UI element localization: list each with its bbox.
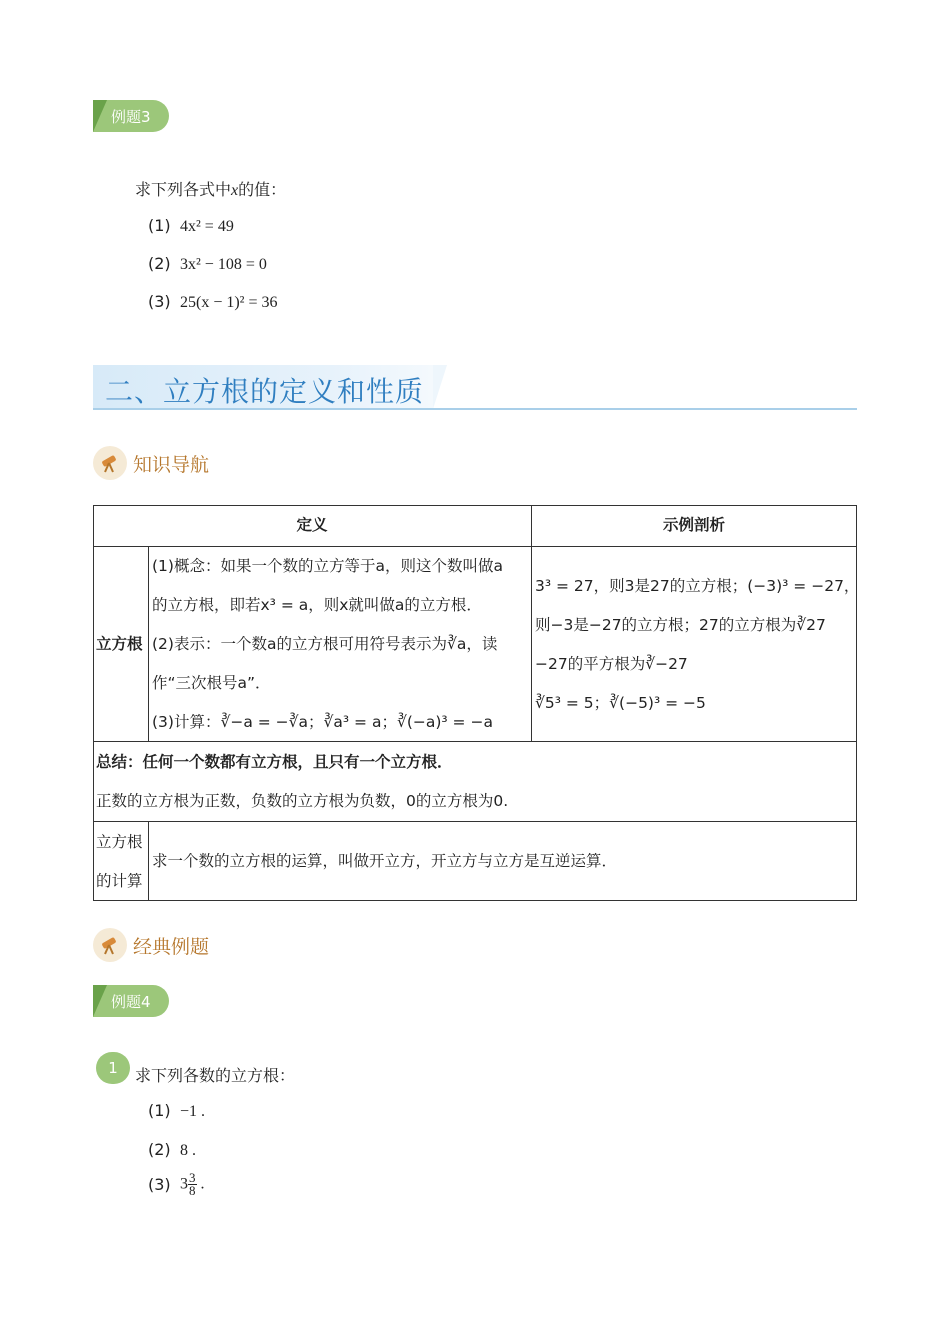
list-item [148, 1172, 205, 1197]
row-label-calc-1: 立方根 [96, 833, 143, 851]
row-label-cube-root: 立方根 [96, 635, 143, 653]
section-header [93, 365, 857, 411]
item-expression: 25(x − 1)² = 36 [180, 294, 278, 311]
list-item [148, 254, 267, 274]
item-number: (3) [148, 292, 171, 311]
definition-table [93, 505, 860, 901]
telescope-icon [93, 446, 127, 480]
calc-description: 求一个数的立方根的运算，叫做开立方，开立方与立方是互逆运算． [152, 852, 618, 870]
knowledge-nav-label: 知识导航 [133, 454, 210, 476]
section-title: 二、立方根的定义和性质 [105, 375, 425, 408]
summary-line: 正数的立方根为正数，负数的立方根为负数，0的立方根为0. [96, 792, 509, 810]
prompt-text: 求下列各式中 [135, 180, 232, 199]
example3-prompt [135, 177, 286, 200]
telescope-icon [93, 928, 127, 962]
item-number: (2) [148, 254, 171, 273]
item-expression: 4x² = 49 [180, 218, 234, 235]
example-line: ∛5³ = 5；∛(−5)³ = −5 [535, 694, 706, 712]
item-number: (2) [148, 1140, 171, 1159]
example-tag-label: 例题3 [111, 108, 151, 126]
step-number-badge: 1 [96, 1052, 130, 1084]
item-tail: . [196, 1175, 205, 1193]
definition-line: (3)计算：∛−a = −∛a；∛a³ = a；∛(−a)³ = −a [152, 713, 493, 731]
fraction [188, 1172, 197, 1197]
prompt-text-end: 的值： [238, 180, 287, 199]
example4-prompt: 求下列各数的立方根： [135, 1066, 296, 1085]
summary-title: 总结：任何一个数都有立方根，且只有一个立方根． [96, 753, 453, 771]
example-tag [93, 100, 169, 132]
list-item [148, 216, 234, 236]
prompt-variable: x [231, 182, 239, 199]
example-line: 则−3是−27的立方根；27的立方根为∛27 [535, 616, 826, 634]
item-number: (1) [148, 1101, 171, 1120]
item-number: (1) [148, 216, 171, 235]
header-definition: 定义 [296, 516, 328, 534]
header-examples: 示例剖析 [662, 516, 725, 534]
mixed-number-whole: 3 [180, 1175, 188, 1193]
example-tag [93, 985, 169, 1017]
list-item [148, 292, 278, 312]
example-line: −27的平方根为∛−27 [535, 655, 688, 673]
item-expression: 8 . [180, 1142, 196, 1159]
fraction-denominator: 8 [189, 1183, 196, 1198]
item-expression: −1 . [180, 1103, 206, 1120]
list-item [148, 1140, 196, 1160]
row-label-calc-2: 的计算 [96, 872, 143, 890]
example-tag-label: 例题4 [111, 993, 151, 1011]
list-item [148, 1101, 205, 1121]
fraction-numerator: 3 [189, 1170, 196, 1185]
definition-line: (2)表示：一个数a的立方根可用符号表示为∛a，读 [152, 635, 498, 653]
definition-line: (1)概念：如果一个数的立方等于a，则这个数叫做a [152, 557, 503, 575]
classic-examples-label: 经典例题 [133, 936, 210, 958]
definition-line: 的立方根，即若x³ = a，则x就叫做a的立方根． [152, 596, 482, 614]
example-line: 3³ = 27，则3是27的立方根；(−3)³ = −27， [535, 577, 860, 595]
definition-line: 作“三次根号a”． [152, 674, 271, 692]
item-expression: 3x² − 108 = 0 [180, 256, 267, 273]
item-number: (3) [148, 1175, 171, 1194]
